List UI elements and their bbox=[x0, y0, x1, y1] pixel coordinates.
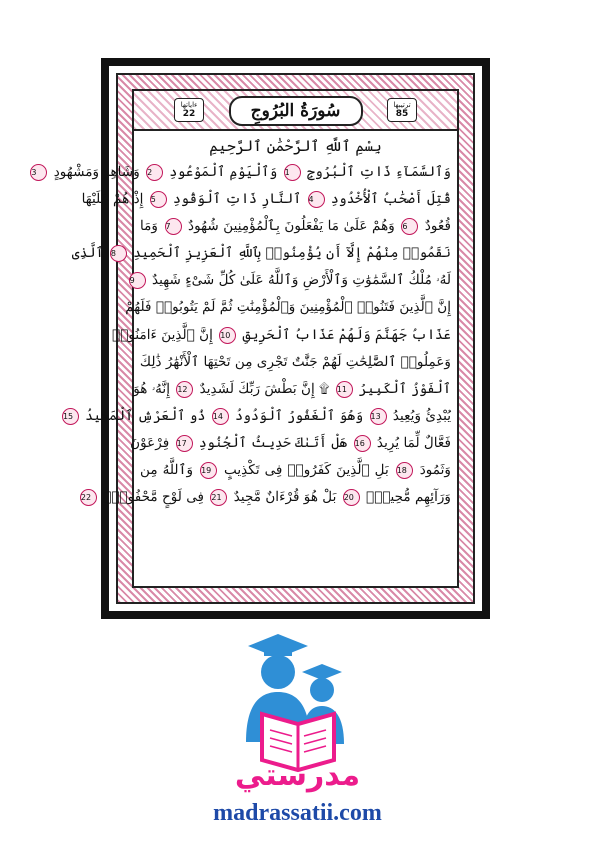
quran-page-frame bbox=[31, 58, 490, 619]
verse-text: إِنَّ ٱلَّذِينَ ءَامَنُوا۟ bbox=[112, 326, 213, 343]
verse-text: إِنَّهُۥ هُوَ bbox=[133, 380, 170, 397]
surah-title: سُورَةُ البُرُوجِ bbox=[229, 96, 363, 126]
ayah-number-marker: 20 bbox=[343, 489, 360, 506]
ayah-number-marker: 5 bbox=[150, 191, 167, 208]
verse-line bbox=[125, 294, 451, 321]
verse-text: يُبْدِئُ وَيُعِيدُ bbox=[388, 407, 451, 424]
verse-text: فَعَّالٌ لِّمَا يُرِيدُ bbox=[372, 434, 451, 451]
ayah-number-marker: 14 bbox=[212, 408, 229, 425]
verse-line bbox=[112, 322, 451, 349]
quran-text bbox=[31, 135, 451, 580]
verse-text: ذُو ٱلْعَرْشِ ٱلْمَجِيدُ bbox=[80, 407, 206, 424]
verse-text: بَلِ ٱلَّذِينَ كَفَرُوا۟ فِى تَكْذِيبٍ bbox=[219, 462, 389, 479]
ayah-number-marker: 1 bbox=[284, 164, 301, 181]
verse-text: وَهُوَ ٱلْغَفُورُ ٱلْوَدُودُ bbox=[230, 407, 364, 424]
verse-text: إِذْ هُمْ عَلَيْهَا bbox=[81, 191, 144, 208]
verse-line bbox=[81, 186, 451, 213]
ayah-count-badge bbox=[174, 98, 204, 122]
ayah-number-marker: 9 bbox=[129, 272, 146, 289]
verse-text: هَلْ أَتَىٰكَ حَدِيثُ ٱلْجُنُودِ bbox=[194, 434, 348, 451]
verse-text: وَٱلْيَوْمِ ٱلْمَوْعُودِ bbox=[165, 164, 278, 180]
ayah-number-marker: 8 bbox=[110, 245, 127, 262]
ayah-number-marker: 21 bbox=[210, 489, 227, 506]
surah-order-number: 85 bbox=[395, 109, 409, 119]
verse-text: قُعُودٌ bbox=[420, 218, 451, 235]
ayah-number-marker: 4 bbox=[308, 191, 325, 208]
surah-order-label: ترتيبها bbox=[393, 101, 411, 109]
verse-text: فِى لَوْحٍ مَّحْفُوظٍۭ bbox=[98, 489, 205, 506]
verse-text: وَعَمِلُوا۟ ٱلصَّٰلِحَٰتِ لَهُمْ جَنَّٰتٌ تَجْرِى مِن تَحْتِهَا ٱلْأَنْهَٰرُ ذَٰلِكَ bbox=[139, 353, 451, 370]
decorative-border bbox=[31, 73, 475, 604]
verse-line bbox=[62, 403, 451, 430]
verse-text: إِنَّ ٱلَّذِينَ فَتَنُوا۟ ٱلْمُؤْمِنِينَ وَٱلْمُؤْمِنَٰتِ ثُمَّ لَمْ يَتُوبُوا۟ فَلَهُمْ bbox=[125, 299, 451, 316]
logo-website-text: madrassatii.com bbox=[213, 800, 382, 826]
verse-line bbox=[71, 240, 451, 267]
ayah-number-marker: 6 bbox=[401, 218, 418, 235]
basmala: بِسْمِ ٱللَّهِ ٱلرَّحْمَٰنِ ٱلرَّحِيمِ bbox=[209, 137, 382, 155]
ayah-number-marker: 3 bbox=[30, 164, 47, 181]
ayah-count-number: 22 bbox=[182, 109, 196, 119]
verse-text: فِرْعَوْنَ bbox=[130, 434, 170, 451]
verse-text: وَٱلسَّمَآءِ ذَاتِ ٱلْبُرُوجِ bbox=[302, 164, 451, 180]
verse-text: وَٱللَّهُ مِن bbox=[140, 462, 194, 479]
ayah-number-marker: 15 bbox=[62, 408, 79, 425]
logo-arabic-text: مدرستي bbox=[234, 758, 361, 793]
ayah-number-marker: 16 bbox=[354, 435, 371, 452]
ayah-number-marker: 18 bbox=[396, 462, 413, 479]
verse-text: لَهُۥ مُلْكُ ٱلسَّمَٰوَٰتِ وَٱلْأَرْضِ وَٱللَّهُ عَلَىٰ كُلِّ شَىْءٍ شَهِيدٌ bbox=[147, 272, 451, 289]
verse-line bbox=[129, 267, 451, 294]
ayah-number-marker: 17 bbox=[176, 435, 193, 452]
ayah-count-label: ءاياتها bbox=[180, 101, 198, 109]
verse-line bbox=[140, 349, 451, 376]
surah-header bbox=[134, 91, 457, 131]
ayah-number-marker: 12 bbox=[176, 381, 193, 398]
ayah-number-marker: 10 bbox=[219, 327, 236, 344]
verse-line bbox=[133, 376, 451, 403]
ayah-number-marker: 11 bbox=[336, 381, 353, 398]
verse-text: ٱلْفَوْزُ ٱلْكَبِيرُ bbox=[354, 380, 451, 397]
verse-text: ٱلَّذِى bbox=[71, 245, 104, 262]
verse-text: وَثَمُودَ bbox=[414, 462, 451, 479]
verse-line bbox=[130, 430, 451, 457]
verse-text: وَهُمْ عَلَىٰ مَا يَفْعَلُونَ بِٱلْمُؤْمِنِينَ شُهُودٌ bbox=[183, 218, 395, 235]
ayah-number-marker: 19 bbox=[200, 462, 217, 479]
verse-text: بَلْ هُوَ قُرْءَانٌ مَّجِيدٌ bbox=[229, 489, 337, 506]
verse-text: نَقَمُوا۟ مِنْهُمْ إِلَّآ أَن يُؤْمِنُوا۟ بِٱللَّهِ ٱلْعَزِيزِ ٱلْحَمِيدِ bbox=[128, 245, 451, 262]
verse-text: قُتِلَ أَصْحَٰبُ ٱلْأُخْدُودِ bbox=[326, 191, 451, 208]
verse-text: وَمَا bbox=[140, 218, 158, 235]
surah-order-badge bbox=[387, 98, 417, 122]
verse-line bbox=[80, 484, 451, 511]
verse-line bbox=[140, 213, 451, 240]
verse-text: وَشَاهِدٍ وَمَشْهُودٍ bbox=[49, 164, 140, 180]
verse-text: ۩ إِنَّ بَطْشَ رَبِّكَ لَشَدِيدٌ bbox=[195, 380, 330, 397]
ayah-number-marker: 22 bbox=[80, 489, 97, 506]
verse-text: ٱلنَّارِ ذَاتِ ٱلْوَقُودِ bbox=[168, 191, 302, 208]
verse-line bbox=[31, 159, 451, 186]
verse-line bbox=[140, 457, 451, 484]
ayah-number-marker: 7 bbox=[165, 218, 182, 235]
verse-text: وَرَآئِهِم مُّحِيطٌۢ bbox=[361, 489, 451, 506]
verse-text: عَذَابُ جَهَنَّمَ وَلَهُمْ عَذَابُ ٱلْحَرِيقِ bbox=[238, 326, 451, 343]
ayah-number-marker: 13 bbox=[370, 408, 387, 425]
ayah-number-marker: 2 bbox=[146, 164, 163, 181]
text-panel bbox=[31, 89, 459, 588]
page-inner bbox=[31, 66, 482, 611]
